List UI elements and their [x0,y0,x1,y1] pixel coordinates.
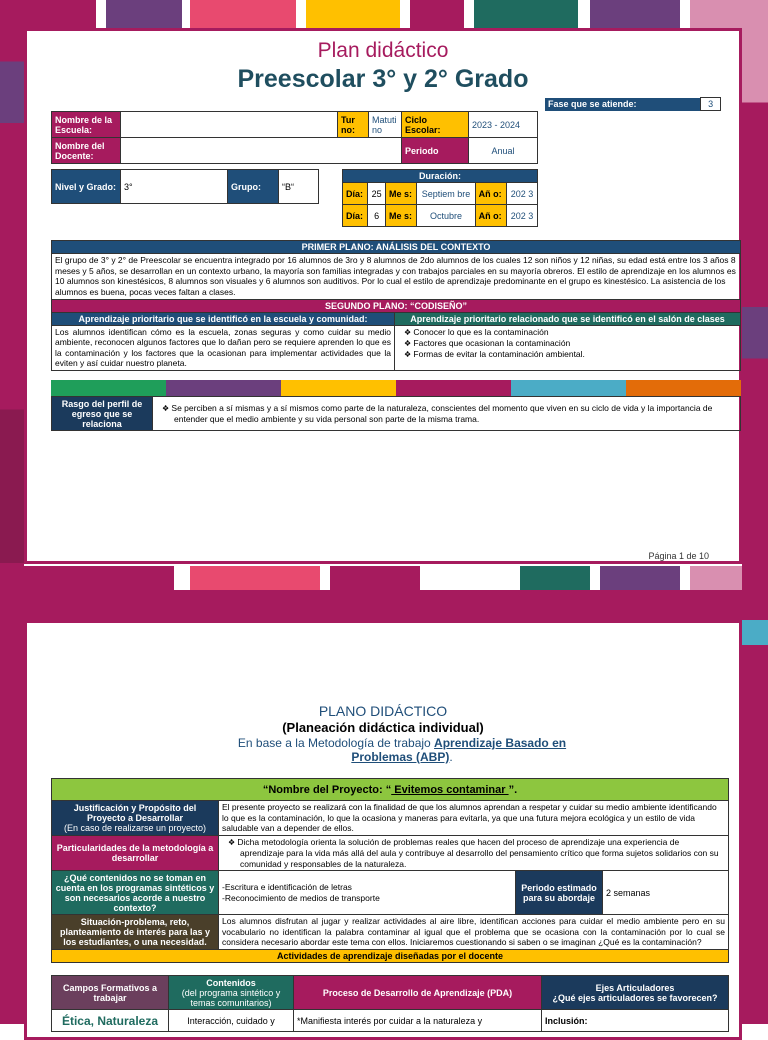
row-pda: *Manifiesta interés por cuidar a la naturaleza y [294,1010,542,1032]
fase-value: 3 [701,98,721,111]
apr-escuela-text: Los alumnos identifican cómo es la escuela, zonas seguras y como cuidar su medio ambiente, reconocen algunos factores que lo dañan pero se requiere aprenden lo que es la contaminación y los factores que la ocasionan para implementar actividades que la eviten y así cuidar nuestro planeta. [52,325,395,371]
col-contenidos-title: Contenidos [206,977,256,988]
grupo-value: “B“ [279,170,319,204]
rasgo-table [51,396,741,431]
school-value[interactable] [121,112,338,138]
list-item: ❖ Conocer lo que es la contaminación [416,327,737,338]
school-label: Nombre de la Escuela: [52,112,121,138]
contenidos-label: ¿Qué contenidos no se toman en cuenta en los programas sintéticos y son necesarios acorde a nuestro contexto? [52,871,219,915]
nivel-table [51,169,319,204]
ciclo-label: Ciclo Escolar: [402,112,469,138]
page-number: Página 1 de 10 [648,551,709,561]
left-decor [0,0,24,1024]
col-ejes-sub: ¿Qué ejes articuladores se favorecen? [552,992,718,1003]
primer-plano-text: El grupo de 3° y 2° de Preescolar se encuentra integrado por 16 alumnos de 3ro y 8 alumnos de 2do alumnos de los cuales 12 son niños y 12 niñas, su edad está entre los 3 años 8 meses y 5 años, se desarrollan en un contexto urbano, la mayoría son familias integradas y con trabajos parciales en su mayoría obreros. El estilo de aprendizaje en los alumnos es 10 alumnos son kinestésicos, 8 alumnos son visuales y 6 alumnos son auditivos. Por lo cual el estilo de aprendizaje predominante en el grupo es kinestésico. La asistencia de los alumnos es buena, pocas veces faltan a clases. [52,254,741,300]
duracion-label: Duración: [343,170,538,183]
method-link[interactable]: Aprendizaje Basado en Problemas (ABP) [351,736,567,764]
row-eje: Inclusión: [542,1010,729,1032]
header-table [51,111,538,164]
grupo-label: Grupo: [228,170,279,204]
dia-value: 6 [368,205,386,227]
nivel-label: Nivel y Grado: [52,170,121,204]
turno-label: Tur no: [338,112,369,138]
apr-salon-list [395,325,741,371]
mes-value: Octubre [417,205,475,227]
duracion-table [342,169,538,227]
segundo-plano-title: SEGUNDO PLANO: “CODISEÑO” [52,299,741,312]
particularidades-text [219,835,729,870]
dia-value: 25 [368,183,386,205]
turno-value: Matuti no [369,112,402,138]
fase-box [545,97,721,111]
list-item: ❖ Se perciben a sí mismas y a sí mismos como parte de la naturaleza, conscientes del momento que viven en su ciclo de vida y la importancia de entender que el medio ambiente y su vida personal son parte de la misma trama. [174,403,737,425]
situacion-label: Situación-problema, reto, planteamiento de interés para las y los estudiantes, o una necesidad. [52,915,219,950]
actividades-title: Actividades de aprendizaje diseñadas por el docente [52,950,729,963]
page2-subtitle: (Planeación didáctica individual) [282,720,484,735]
mid-stripe [0,566,768,590]
anio-label: Añ o: [475,183,506,205]
periodo-label: Periodo [402,138,469,164]
ciclo-value: 2023 - 2024 [469,112,538,138]
row-campo: Ética, Naturaleza [52,1010,169,1032]
dia-label: Día: [343,183,368,205]
justificacion-label [52,801,219,836]
project-name [52,779,729,801]
situacion-text: Los alumnos disfrutan al jugar y realizar actividades al aire libre, identifican acciones para cuidar el medio ambiente pero en su vocabulario no identifican la palabra contaminar al igual que el problema que se ocasiona con la contaminación por lo cual se considera necesario abordar este tema con ellos. Iniciaremos cuestionando si saben o se imaginan ¿Qué es la contaminación? [219,915,729,950]
page2-title: PLANO DIDÁCTICO [318,703,448,719]
rasgo-label: Rasgo del perfil de egreso que se relaciona [52,397,153,431]
justificacion-text: El presente proyecto se realizará con la finalidad de que los alumnos aprendan a respetar y cuidar su medio ambiente identificando lo que es la contaminación, lo que la ocasiona y maneras para evitarla, ya que una futura mejora ecológica y un estilo de vida saludable van a depender de ellos. [219,801,729,836]
apr-salon-head: Aprendizaje prioritario relacionado que se identificó en el salón de clases [395,312,741,325]
docente-label: Nombre del Docente: [52,138,121,164]
page2-method [237,736,567,764]
col-contenidos-sub: (del programa sintético y temas comunitarios) [181,987,281,1008]
contenido-item: -Escritura e identificación de letras [222,882,352,892]
project-title: Evitemos contaminar [391,783,509,796]
mes-label: Me s: [385,205,416,227]
periodo-value: Anual [469,138,538,164]
apr-escuela-head: Aprendizaje prioritario que se identificó en la escuela y comunidad: [52,312,395,325]
mes-value: Septiem bre [417,183,475,205]
method-suffix: . [449,750,453,764]
list-item: ❖ Formas de evitar la contaminación ambiental. [416,349,737,360]
rasgo-text [153,397,741,431]
fase-label: Fase que se atiende: [545,98,701,111]
activities-table [51,975,729,1032]
col-ejes-title: Ejes Articuladores [595,982,675,993]
page-title: Plan didáctico [317,39,449,62]
docente-value[interactable] [121,138,402,164]
color-bar [51,380,741,396]
anio-value: 202 3 [507,205,538,227]
primer-plano-title: PRIMER PLANO: ANÁLISIS DEL CONTEXTO [52,241,741,254]
context-table [51,240,741,371]
contenidos-text [219,871,516,915]
anio-label: Añ o: [475,205,506,227]
nivel-value: 3° [121,170,228,204]
mes-label: Me s: [385,183,416,205]
periodo-estimado-label: Periodo estimado para su abordaje [516,871,603,915]
top-stripe [0,0,768,28]
justificacion-title: Justificación y Propósito del Proyecto a Desarrollar [73,802,197,823]
method-prefix: En base a la Metodología de trabajo [237,736,435,750]
row-contenido: Interacción, cuidado y [169,1010,294,1032]
page-subtitle: Preescolar 3° y 2° Grado [237,65,529,93]
col-contenidos [169,976,294,1010]
col-ejes [542,976,729,1010]
page-2 [24,620,742,1040]
contenido-item: -Reconocimiento de medios de transporte [222,892,380,903]
col-campos: Campos Formativos a trabajar [52,976,169,1010]
dia-label: Día: [343,205,368,227]
project-table [51,778,729,963]
project-prefix: “Nombre del Proyecto: “ [262,783,392,796]
list-item: ❖ Factores que ocasionan la contaminación [416,338,737,349]
anio-value: 202 3 [507,183,538,205]
page-1 [24,28,742,564]
project-suffix: ”. [508,783,518,796]
col-pda: Proceso de Desarrollo de Aprendizaje (PDA) [294,976,542,1010]
list-item: ❖ Dicha metodología orienta la solución de problemas reales que hacen del proceso de aprendizaje una experiencia de aprendizaje para la vida más allá del aula y contribuye al desarrollo del pensamiento crítico que forma sujetos solidarios con su comunidad y responsables de la naturaleza. [240,837,725,869]
particularidades-label: Particularidades de la metodología a desarrollar [52,835,219,870]
periodo-estimado-value: 2 semanas [603,871,729,915]
right-decor [742,0,768,1024]
justificacion-note: (En caso de realizarse un proyecto) [63,822,207,833]
gap-band [0,590,768,620]
